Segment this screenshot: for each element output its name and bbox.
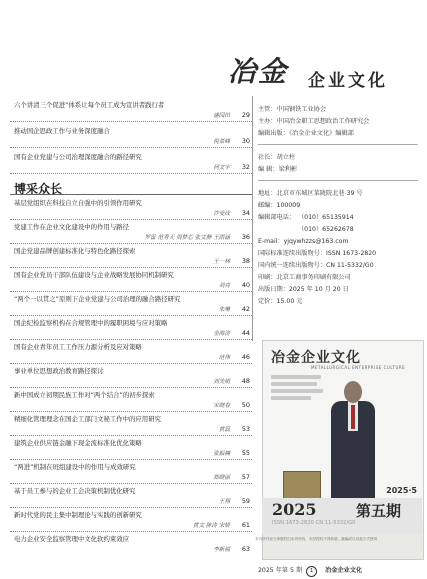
toc-entry-page: 57 bbox=[241, 473, 250, 481]
dotted-divider bbox=[10, 483, 252, 484]
info-organizer: 主办：中国冶金职工思想政治工作研究会 bbox=[258, 118, 370, 125]
issue-number: 第五期 bbox=[356, 502, 402, 520]
info-printer: 印刷：北京工商事务印刷有限公司 bbox=[258, 274, 351, 281]
dotted-divider bbox=[10, 243, 252, 244]
toc-entry-title: “两个一以贯之”原则下企业党建与公司治理的融合路径研究 bbox=[14, 295, 181, 303]
toc-entry[interactable] bbox=[0, 222, 252, 248]
cover-subtitle: METALLURGICAL ENTERPRISE CULTURE bbox=[311, 365, 406, 370]
toc-entry-title: “两进”机制在班组建设中的作用与成效研究 bbox=[14, 463, 136, 471]
toc-entry-author: 范伟 bbox=[218, 355, 230, 361]
masthead-main-title: 企业文化 bbox=[308, 71, 388, 91]
section-divider bbox=[10, 194, 252, 195]
toc-entry-page: 55 bbox=[241, 449, 250, 457]
info-tel-label: 编辑部电话： bbox=[258, 214, 296, 221]
cover-headlines bbox=[271, 375, 323, 403]
toc-entry-author: 何文宇 bbox=[213, 165, 230, 171]
toc-entry-page: 48 bbox=[241, 377, 250, 385]
footer-issue: 2025 年第 5 期 bbox=[258, 567, 303, 574]
toc-entry-page: 40 bbox=[241, 281, 250, 289]
toc-entry-title: 新中国成立初期民族工作对“两个结合”的初步探索 bbox=[14, 391, 155, 399]
cover-plaque bbox=[283, 471, 321, 499]
toc-entry-page: 32 bbox=[241, 163, 250, 171]
toc-entry[interactable] bbox=[0, 246, 252, 272]
toc-entry[interactable] bbox=[0, 270, 252, 296]
dotted-divider bbox=[10, 147, 252, 148]
toc-entry[interactable] bbox=[0, 390, 252, 416]
issue-banner bbox=[262, 498, 422, 534]
toc-entry-page: 38 bbox=[241, 257, 250, 265]
dotted-divider bbox=[10, 531, 252, 532]
toc-entry-page: 44 bbox=[241, 329, 250, 337]
info-sponsor: 主管：中国钢铁工业协会 bbox=[258, 106, 327, 113]
dotted-divider bbox=[10, 435, 252, 436]
toc-entry-title: 国有企业青年员工工作压力源分析及应对策略 bbox=[14, 343, 142, 351]
toc-entry-page: 61 bbox=[241, 521, 250, 529]
toc-entry-author: 王一林 bbox=[213, 259, 230, 265]
dotted-divider bbox=[10, 387, 252, 388]
info-price: 定价：15.00 元 bbox=[258, 298, 303, 305]
toc-entry-author: 张振楠 bbox=[213, 451, 230, 457]
toc-entry[interactable] bbox=[0, 438, 252, 464]
info-divider bbox=[258, 144, 418, 145]
toc-entry-title: 事业单位思想政治教育路径探讨 bbox=[14, 367, 104, 375]
panel-divider bbox=[252, 96, 253, 341]
toc-entry-title: 国有企业党建与公司治理深度融合的路径研究 bbox=[14, 153, 142, 161]
toc-entry-title: 国企纪检监察机构在合规管理中的履职困境与应对策略 bbox=[14, 319, 168, 327]
copyright-note: 本刊所刊登文章版权归本刊所有，未经授权不得转载、摘编或以其他方式使用 bbox=[255, 537, 378, 541]
dotted-divider bbox=[10, 291, 252, 292]
toc-entry-author: 郑晓丽 bbox=[213, 475, 230, 481]
toc-entry[interactable] bbox=[0, 318, 252, 344]
toc-entry-page: 42 bbox=[241, 305, 250, 313]
info-tel-1: （010）65135914 bbox=[298, 214, 354, 221]
issue-year: 2025 bbox=[272, 500, 317, 519]
toc-entry-title: 精细化管理理念在国企工部门文秘工作中的应用研究 bbox=[14, 415, 161, 423]
toc-entry[interactable] bbox=[0, 126, 252, 152]
toc-entry-author: 朱琳 bbox=[218, 307, 230, 313]
cover-year: 2025·5 bbox=[386, 486, 417, 495]
toc-entry-title: 建筑企业供应链金融下现金流标准化优化策略 bbox=[14, 439, 142, 447]
toc-entry-author: 罗雷 范秀天 周梦芯 张文静 王雨涵 bbox=[144, 235, 230, 241]
toc-entry-title: 推动国企思政工作与业务深度融合 bbox=[14, 127, 110, 135]
toc-entry-title: 党建工作在企业文化建设中的作用与路径 bbox=[14, 223, 130, 231]
dotted-divider bbox=[10, 411, 252, 412]
toc-entry[interactable] bbox=[0, 462, 252, 488]
info-date: 出版日期：2025 年 10 月 20 日 bbox=[258, 286, 349, 293]
toc-entry-title: 基层党组织在科技自立自强中的引领作用研究 bbox=[14, 199, 142, 207]
info-cn: 国内统一连续出版物号：CN 11-5332/G0 bbox=[258, 262, 374, 269]
toc-entry-title: 基于员工参与的企业工会决策机制优化研究 bbox=[14, 487, 136, 495]
dotted-divider bbox=[10, 339, 252, 340]
dotted-divider bbox=[10, 363, 252, 364]
toc-entry-title: 国企党建品牌创建标准化与特色化路径探索 bbox=[14, 247, 136, 255]
toc-entry-page: 30 bbox=[241, 137, 250, 145]
toc-entry-page: 63 bbox=[241, 545, 250, 553]
toc-entry[interactable] bbox=[0, 342, 252, 368]
info-divider bbox=[258, 180, 418, 181]
toc-entry-page: 36 bbox=[241, 233, 250, 241]
toc-entry-title: 电力企业安全监察管理中文化软约束效应 bbox=[14, 535, 130, 543]
toc-entry[interactable] bbox=[0, 366, 252, 392]
toc-entry-page: 53 bbox=[241, 425, 250, 433]
toc-entry-author: 黄磊 bbox=[218, 427, 230, 433]
section-heading: 博采众长 bbox=[14, 182, 63, 196]
toc-entry-author: 李新福 bbox=[213, 547, 230, 553]
toc-entry[interactable] bbox=[0, 198, 252, 224]
info-editor: 编 辑：梁利彬 bbox=[258, 166, 298, 173]
info-postcode: 邮编：100009 bbox=[258, 202, 301, 209]
issue-codes: ISSN 1673-2820 CN 11-5332/G0 bbox=[272, 520, 356, 526]
cover-title: 冶金企业文化 bbox=[271, 350, 361, 366]
toc-entry-title: 国有企业党员干部队伍建设与企业战略发展协同机制研究 bbox=[14, 271, 174, 279]
toc-entry-author: 倪景峰 bbox=[213, 139, 230, 145]
toc-entry-author: 王翔 bbox=[218, 499, 230, 505]
page-footer bbox=[258, 565, 362, 577]
dotted-divider bbox=[10, 507, 252, 508]
cover-portrait bbox=[329, 381, 377, 501]
toc-entry-author: 金海涛 bbox=[213, 331, 230, 337]
toc-entry-page: 29 bbox=[241, 111, 250, 119]
masthead bbox=[228, 55, 418, 91]
toc-entry-page: 34 bbox=[241, 209, 250, 217]
toc-entry[interactable] bbox=[0, 100, 252, 126]
dotted-divider bbox=[10, 459, 252, 460]
toc-entry-title: 新时代党的民主集中制理论与实践的创新研究 bbox=[14, 511, 142, 519]
toc-entry[interactable] bbox=[0, 294, 252, 320]
dotted-divider bbox=[10, 315, 252, 316]
toc-entry-author: 宋晓春 bbox=[213, 403, 230, 409]
dotted-divider bbox=[10, 219, 252, 220]
toc-entry[interactable] bbox=[0, 152, 252, 178]
info-issn: 国际标准连续出版物号：ISSN 1673-2820 bbox=[258, 250, 377, 257]
info-publisher: 编辑出版：《冶金企业文化》编辑部 bbox=[258, 130, 354, 137]
page-number: 1 bbox=[306, 566, 317, 577]
footer-brand: 冶金企业文化 bbox=[325, 567, 363, 574]
info-address: 地址：北京市东城区菜陇院北巷 39 号 bbox=[258, 190, 363, 197]
dotted-divider bbox=[10, 173, 252, 174]
masthead-script-title: 冶金 bbox=[228, 55, 289, 88]
toc-entry[interactable] bbox=[0, 486, 252, 512]
toc-entry-page: 50 bbox=[241, 401, 250, 409]
toc-entry-author: 盛园田 bbox=[213, 113, 230, 119]
info-tel-2: （010）65262678 bbox=[298, 226, 354, 233]
toc-entry-author: 黄文 陈涛 宋娇 bbox=[192, 523, 230, 529]
toc-entry-title: 六个讲清三个促进”体系让每个员工成为宣讲者践行者 bbox=[14, 101, 165, 109]
info-email[interactable]: E-mail：yjqywhzzs@163.com bbox=[258, 238, 349, 245]
dotted-divider bbox=[10, 267, 252, 268]
toc-entry-page: 46 bbox=[241, 353, 250, 361]
toc-entry[interactable] bbox=[0, 534, 252, 560]
toc-entry[interactable] bbox=[0, 414, 252, 440]
dotted-divider bbox=[10, 121, 252, 122]
toc-entry-author: 刘美娟 bbox=[213, 379, 230, 385]
toc-entry-author: 许爱成 bbox=[213, 211, 230, 217]
toc-entry-page: 59 bbox=[241, 497, 250, 505]
info-president: 社长：胡立柱 bbox=[258, 154, 296, 161]
toc-entry-author: 刘亮 bbox=[218, 283, 230, 289]
toc-entry[interactable] bbox=[0, 510, 252, 536]
